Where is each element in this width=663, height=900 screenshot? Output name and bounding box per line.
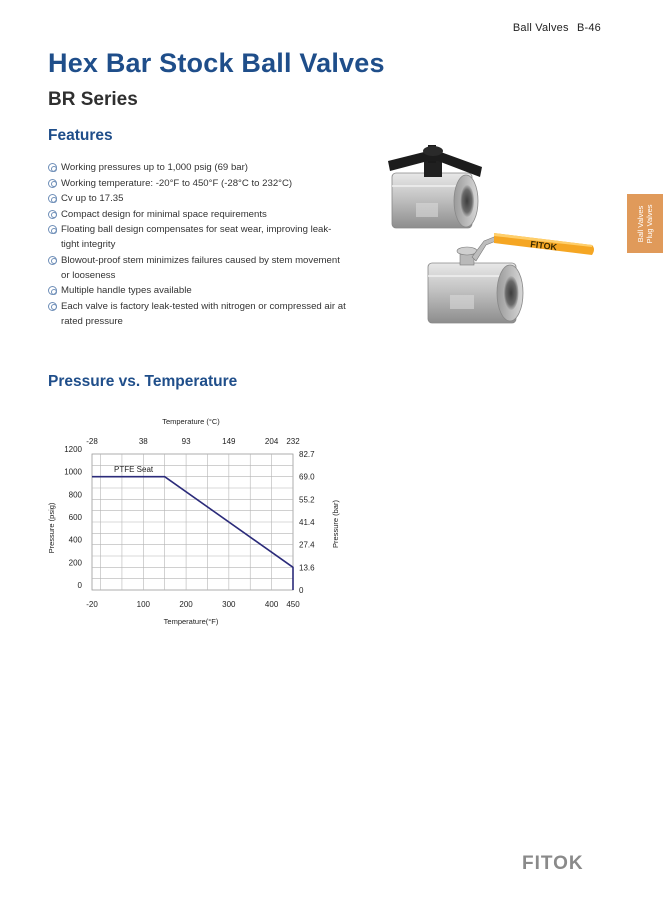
y2-tick-label: 82.7 — [299, 450, 315, 459]
page-header — [513, 22, 601, 34]
bullet-circle-icon — [48, 163, 57, 172]
header-page-number: B-46 — [576, 22, 601, 34]
y2-tick-label: 27.4 — [299, 540, 315, 550]
y2-tick-label: 13.6 — [299, 563, 315, 573]
left-axis-title: Pressure (psig) — [47, 502, 56, 554]
feature-item — [48, 283, 348, 298]
side-tab-line1: Ball Valves — [636, 205, 645, 242]
y-tick-label: 200 — [68, 558, 82, 568]
side-tab-line2: Plug Valves — [645, 203, 654, 244]
pressure-temperature-heading: Pressure vs. Temperature — [48, 373, 238, 390]
feature-text: Cv up to 17.35 — [61, 193, 124, 204]
feature-text: Compact design for minimal space requirements — [61, 208, 267, 220]
feature-item — [48, 222, 348, 252]
feature-text: Multiple handle types available — [61, 285, 192, 296]
y-tick-label: 400 — [68, 535, 82, 545]
feature-text: Floating ball design compensates for seat wear, improving leak-tight integrity — [61, 224, 332, 250]
x-tick-label: 400 — [264, 600, 279, 609]
handle-brand-label: FITOK — [529, 239, 558, 253]
y2-tick-label: 55.2 — [299, 495, 315, 505]
bullet-circle-icon — [48, 225, 57, 234]
pressure-temperature-chart — [40, 410, 340, 635]
y-tick-label: 1000 — [64, 467, 82, 477]
x2-tick-label: 93 — [181, 437, 191, 446]
feature-item — [48, 160, 348, 175]
series-label-ptfe-seat: PTFE Seat — [114, 465, 154, 474]
feature-text: Working pressures up to 1,000 psig (69 bar) — [61, 162, 248, 173]
valve-product-image — [380, 145, 602, 345]
feature-item — [48, 207, 348, 222]
features-heading: Features — [48, 127, 113, 144]
feature-item — [48, 253, 348, 283]
top-axis-title: Temperature (°C) — [162, 417, 220, 426]
bullet-circle-icon — [48, 210, 57, 219]
x2-tick-label: -28 — [86, 437, 98, 446]
bullet-circle-icon — [48, 286, 57, 295]
bottom-axis-title: Temperature(°F) — [163, 617, 219, 626]
y-tick-label: 800 — [68, 490, 82, 500]
x2-tick-label: 149 — [222, 437, 236, 446]
y2-tick-label: 0 — [299, 586, 304, 595]
x-tick-label: 300 — [222, 600, 236, 609]
chart-ticks — [64, 437, 315, 609]
brand-logo-text: FITOK — [522, 853, 584, 872]
bullet-circle-icon — [48, 256, 57, 265]
bullet-circle-icon — [48, 179, 57, 188]
right-axis-title: Pressure (bar) — [331, 500, 340, 548]
page-title: Hex Bar Stock Ball Valves — [48, 48, 385, 78]
x-tick-label: 200 — [179, 600, 193, 609]
feature-text: Working temperature: -20°F to 450°F (-28°C to 232°C) — [61, 177, 293, 189]
side-tab-text — [636, 204, 654, 243]
bullet-circle-icon — [48, 194, 57, 203]
feature-item — [48, 191, 348, 206]
feature-list — [48, 160, 348, 329]
feature-text: Each valve is factory leak-tested with nitrogen or compressed air at rated pressure — [61, 300, 346, 327]
x-tick-label: -20 — [86, 600, 98, 609]
feature-item — [48, 176, 348, 191]
y-tick-label: 0 — [77, 581, 82, 590]
brand-logo — [522, 852, 600, 872]
x-tick-label: 450 — [286, 600, 300, 609]
x2-tick-label: 204 — [264, 437, 279, 446]
side-tab[interactable] — [627, 194, 663, 253]
feature-item — [48, 299, 348, 329]
y-tick-label: 600 — [68, 513, 82, 522]
y2-tick-label: 69.0 — [299, 472, 315, 482]
x-tick-label: 100 — [136, 600, 150, 609]
y-tick-label: 1200 — [64, 445, 82, 454]
bullet-circle-icon — [48, 302, 57, 311]
lever-handle-valve — [428, 233, 594, 323]
series-title: BR Series — [48, 89, 138, 110]
y2-tick-label: 41.4 — [299, 518, 315, 527]
header-section: Ball Valves — [512, 22, 569, 34]
t-handle-valve — [388, 145, 482, 228]
x2-tick-label: 38 — [138, 437, 148, 446]
chart-grid — [92, 454, 293, 590]
feature-text: Blowout-proof stem minimizes failures caused by stem movement or looseness — [61, 254, 340, 281]
x2-tick-label: 232 — [286, 437, 300, 446]
